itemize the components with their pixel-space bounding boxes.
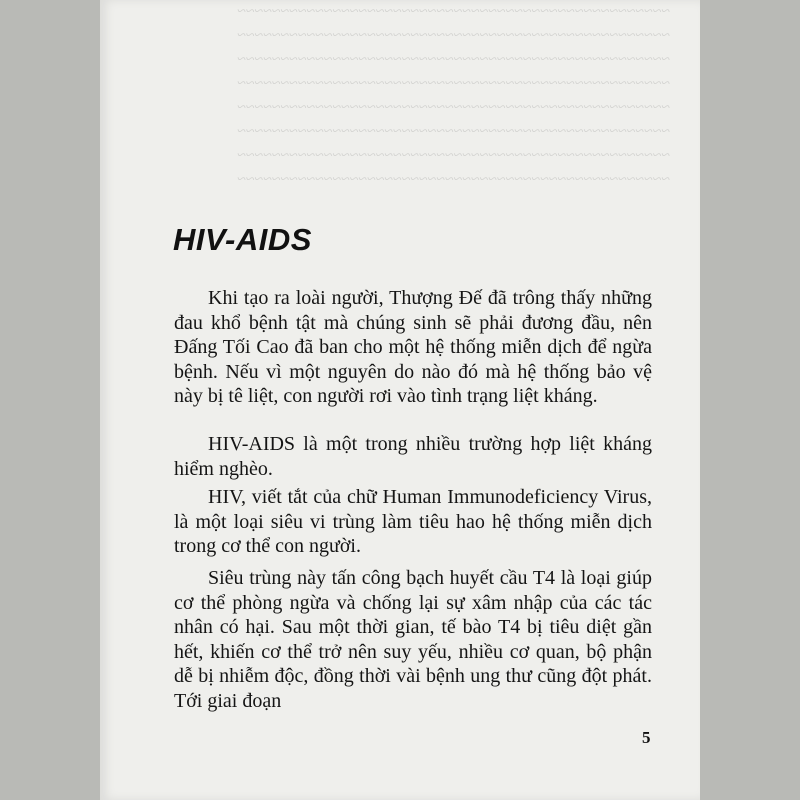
paragraph-text: HIV, viết tắt của chữ Human Immunodeficiency Virus, là một loại siêu vi trùng làm tiêu hao hệ thống miễn dịch trong cơ thể con người. bbox=[174, 486, 652, 557]
body-paragraph-4 bbox=[174, 566, 652, 713]
bleed-through-texture: ~~~~~~~~~~~~~~~~~~~~~~~~~~~~~~~~~~~~~~~~~~~~~~~~~~ ~~~~~~~~~~~~~~~~~~~~~~~~~~~~~~~~~~~~~~~~~~~~~~~~~~ ~~~~~~~~~~~~~~~~~~~~~~~~~~~~~~~~~~~~~~~~~~~~~~~~~~ ~~~~~~~~~~~~~~~~~~~~~~~~~~~~~~~~~~~~~~~~~~~~~~~~~~ ~~~~~~~~~~~~~~~~~~~~~~~~~~~~~~~~~~~~~~~~~~~~~~~~~~ ~~~~~~~~~~~~~~~~~~~~~~~~~~~~~~~~~~~~~~~~~~~~~~~~~~ ~~~~~~~~~~~~~~~~~~~~~~~~~~~~~~~~~~~~~~~~~~~~~~~~~~ ~~~~~~~~~~~~~~~~~~~~~~~~~~~~~~~~~~~~~~~~~~~~~~~~~~ bbox=[237, 3, 670, 188]
body-paragraph-3 bbox=[174, 485, 652, 559]
body-paragraph-2 bbox=[174, 432, 652, 481]
paragraph-text: Khi tạo ra loài người, Thượng Đế đã trông thấy những đau khổ bệnh tật mà chúng sinh sẽ phải đương đầu, nên Đấng Tối Cao đã ban cho một hệ thống miễn dịch để ngừa bệnh. Nếu vì một nguyên do nào đó mà hệ thống bảo vệ này bị tê liệt, con người rơi vào tình trạng liệt kháng. bbox=[174, 287, 652, 407]
chapter-title: HIV-AIDS bbox=[173, 222, 312, 257]
page-number: 5 bbox=[642, 728, 651, 747]
body-paragraph-1 bbox=[174, 286, 652, 409]
paragraph-text: Siêu trùng này tấn công bạch huyết cầu T4 là loại giúp cơ thể phòng ngừa và chống lại sự xâm nhập của các tác nhân có hại. Sau một thời gian, tế bào T4 bị tiêu diệt gần hết, khiến cơ thể trở nên suy yếu, nhiều cơ quan, bộ phận dễ bị nhiễm độc, đồng thời vài bệnh ung thư cũng đột phát. Tới giai đoạn bbox=[174, 567, 652, 712]
paragraph-text: HIV-AIDS là một trong nhiều trường hợp liệt kháng hiểm nghèo. bbox=[174, 433, 652, 480]
